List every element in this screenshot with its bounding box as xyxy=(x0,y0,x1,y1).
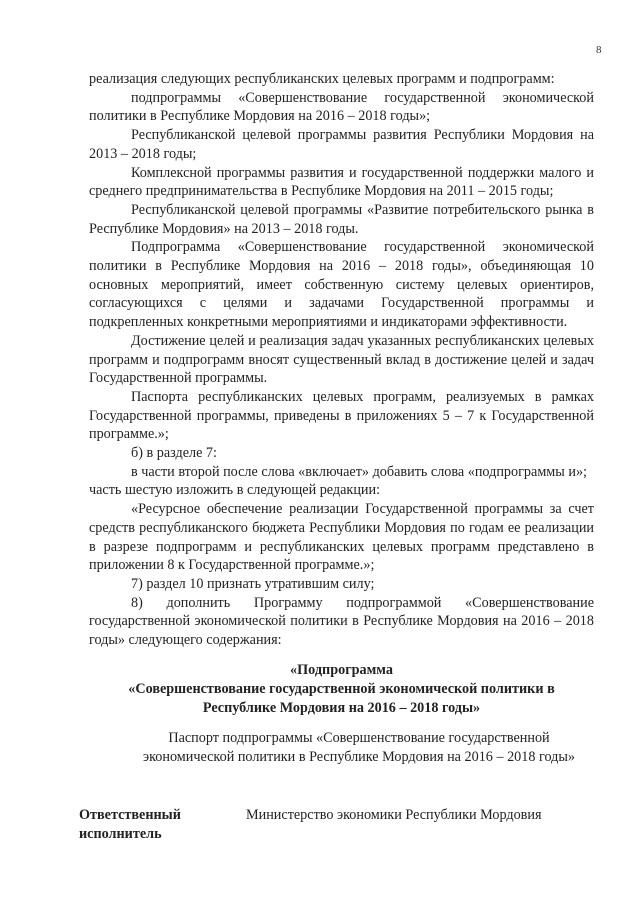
passport-title-line-1: Паспорт подпрограммы «Совершенствование государственной xyxy=(168,730,550,746)
paragraph: Республиканской целевой программы «Развитие потребительского рынка в Республике Мордовия» на 2013 – 2018 годы. xyxy=(89,201,594,237)
paragraph: в части второй после слова «включает» добавить слова «подпрограммы и»; xyxy=(131,463,587,480)
responsible-executor-value: Министерство экономики Республики Мордовия xyxy=(246,807,542,823)
paragraph: 7) раздел 10 признать утратившим силу; xyxy=(131,575,375,592)
paragraph: 8) дополнить Программу подпрограммой «Совершенствование государственной экономической политики в Республике Мордовия на 2016 – 2018 годы» следующего содержания: xyxy=(89,594,594,649)
paragraph: б) в разделе 7: xyxy=(131,445,217,462)
passport-title-line-2: экономической политики в Республике Мордовия на 2016 – 2018 годы» xyxy=(143,749,575,765)
paragraph: Паспорта республиканских целевых программ, реализуемых в рамках Государственной программы, приведены в приложениях 5 – 7 к Государственной программе.»; xyxy=(89,388,594,443)
paragraph: Достижение целей и реализация задач указанных республиканских целевых программ и подпрограмм вносят существенный вклад в достижение целей и задач Государственной программы. xyxy=(89,332,594,387)
paragraph: подпрограммы «Совершенствование государственной экономической политики в Республике Мордовия на 2016 – 2018 годы»; xyxy=(89,89,594,125)
document-body xyxy=(89,70,594,650)
paragraph: Республиканской целевой программы развития Республики Мордовия на 2013 – 2018 годы; xyxy=(89,127,594,162)
paragraph: реализация следующих республиканских целевых программ и подпрограмм: xyxy=(89,71,555,87)
responsible-label-line-2: исполнитель xyxy=(79,826,162,842)
paragraph: часть шестую изложить в следующей редакции: xyxy=(89,482,381,499)
responsible-label-line-1: Ответственный xyxy=(79,807,181,823)
page-number: 8 xyxy=(596,44,602,56)
subprogram-heading-line-1: «Подпрограмма xyxy=(290,662,393,678)
subprogram-heading-line-2: «Совершенствование государственной экономической политики в xyxy=(128,681,555,697)
subprogram-heading-line-3: Республике Мордовия на 2016 – 2018 годы» xyxy=(202,700,481,716)
paragraph: Комплексной программы развития и государственной поддержки малого и среднего предпринимательства в Республике Мордовия на 2011 – 2015 годы; xyxy=(89,164,594,200)
paragraph: Подпрограмма «Совершенствование государственной экономической политики в Республике Мордовия на 2016 – 2018 годы», объединяющая 10 основных мероприятий, имеет собственную систему целевых ориентиров, согласующихся с целями и задачами Государственной программы и подкрепленных конкретными мероприятиями и индикаторами эффективности. xyxy=(89,239,594,331)
passport-title xyxy=(89,729,629,767)
paragraph: «Ресурсное обеспечение реализации Государственной программы за счет средств республиканского бюджета Республики Мордовия по годам ее реализации в разрезе подпрограмм и республиканских целевых программ представлено в приложении 8 к Государственной программе.»; xyxy=(89,501,594,574)
responsible-executor-label xyxy=(79,806,219,844)
